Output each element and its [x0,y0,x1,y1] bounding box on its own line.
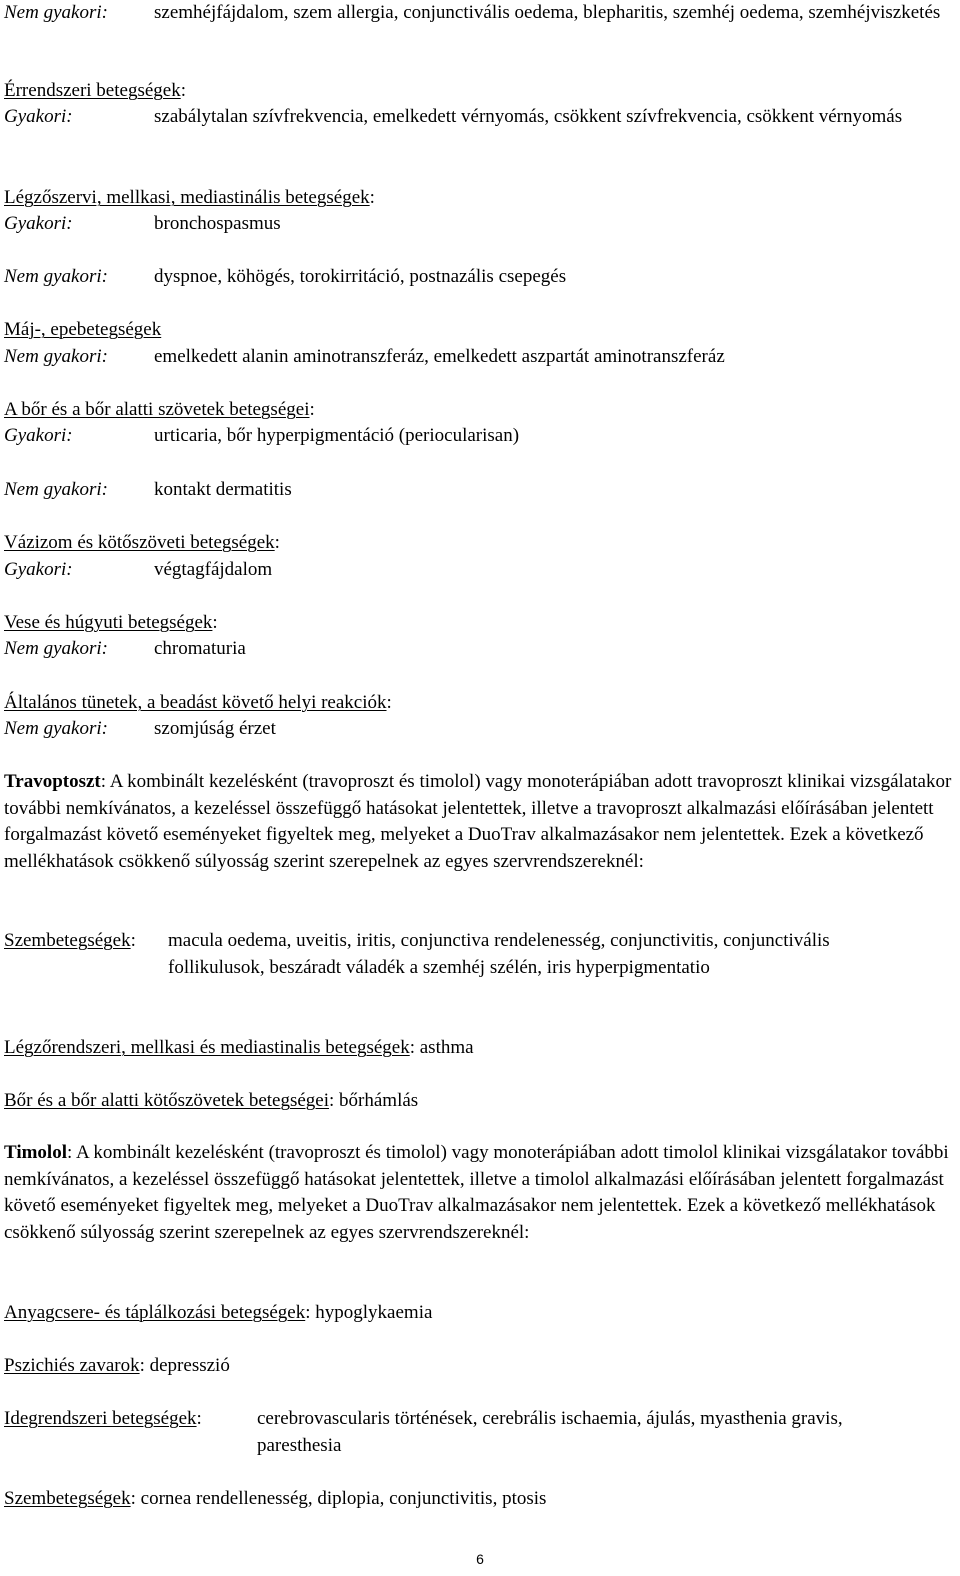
entry-text: bronchospasmus [154,213,281,234]
frequency-label: Nem gyakori: [4,638,108,659]
frequency-label: Nem gyakori: [4,2,108,23]
frequency-label: Gyakori: [4,213,73,234]
timolol-entry-metabolism: Anyagcsere- és táplálkozási betegségek: hypoglykaemia [4,1302,433,1323]
entry-text: szomjúság érzet [154,718,276,739]
frequency-label: Gyakori: [4,425,73,446]
frequency-label: Nem gyakori: [4,266,108,287]
entry-text: urticaria, bőr hyperpigmentáció (periocularisan) [154,425,520,446]
frequency-label: Nem gyakori: [4,479,108,500]
entry-text: kontakt dermatitis [154,479,292,500]
travoprost-paragraph [4,769,952,875]
frequency-label: Gyakori: [4,106,73,127]
page-number: 6 [476,1551,484,1567]
travoprost-title: Travoptoszt [4,771,101,792]
section-heading: Vázizom és kötőszöveti betegségek: [4,532,280,553]
frequency-label: Gyakori: [4,559,73,580]
travoprost-entry-respiratory: Légzőrendszeri, mellkasi és mediastinalis betegségek: asthma [4,1037,474,1058]
travoprost-entry-skin: Bőr és a bőr alatti kötőszövetek betegségei: bőrhámlás [4,1090,419,1111]
entry-text: macula oedema, uveitis, iritis, conjunctiva rendelenesség, conjunctivitis, conjunctivális follikulusok, beszáradt váladék a szemhéj szélén, iris hyperpigmentatio [168,930,830,978]
frequency-label: Nem gyakori: [4,346,108,367]
entry-text: dyspnoe, köhögés, torokirritáció, postnazális csepegés [154,266,567,287]
entry-text: emelkedett alanin aminotranszferáz, emelkedett aszpartát aminotranszferáz [154,346,725,367]
section-heading: Máj-, epebetegségek [4,319,162,340]
entry-text: szemhéjfájdalom, szem allergia, conjunctivális oedema, blepharitis, szemhéj oedema, szemhéjviszketés [154,2,941,23]
section-heading: Általános tünetek, a beadást követő helyi reakciók: [4,692,392,713]
timolol-text: : A kombinált kezelésként (travoproszt és timolol) vagy monoterápiában adott timolol klinikai vizsgálatakor további nemkívánatos, a kezeléssel összefüggő hatásokat jelentettek, illetve a timolol alkalmazási előírásában jelentett forgalmazást követő eseményeket figyeltek meg, melyeket a DuoTrav alkalmazásakor nem jelentettek. Ezek a következő mellékhatások csökkenő súlyosság szerint szerepelnek az egyes szervrendszereknél: [4,1142,949,1243]
entry-text: chromaturia [154,638,246,659]
frequency-label: Nem gyakori: [4,718,108,739]
entry-text: cerebrovascularis történések, cerebrális ischaemia, ájulás, myasthenia gravis, paresthesia [257,1408,843,1456]
section-heading: Légzőszervi, mellkasi, mediastinális betegségek: [4,187,375,208]
timolol-title: Timolol [4,1142,67,1163]
section-heading: Érrendszeri betegségek: [4,80,186,101]
entry-text: szabálytalan szívfrekvencia, emelkedett vérnyomás, csökkent szívfrekvencia, csökkent vérnyomás [154,106,903,127]
travoprost-text: : A kombinált kezelésként (travoproszt és timolol) vagy monoterápiában adott travoproszt klinikai vizsgálatakor további nemkívánatos, a kezeléssel összefüggő hatásokat jelentettek, illetve a travoproszt alkalmazási előírásában jelentett forgalmazást követő eseményeket figyeltek meg, melyeket a DuoTrav alkalmazásakor nem jelentettek. Ezek a következő mellékhatások csökkenő súlyosság szerint szerepelnek az egyes szervrendszereknél: [4,771,952,872]
entry-text: végtagfájdalom [154,559,273,580]
timolol-entry-eye: Szembetegségek: cornea rendellenesség, diplopia, conjunctivitis, ptosis [4,1488,547,1509]
timolol-entry-psychiatric: Pszichiés zavarok: depresszió [4,1355,230,1376]
timolol-paragraph [4,1140,952,1246]
section-heading: A bőr és a bőr alatti szövetek betegségei: [4,399,315,420]
section-heading: Vese és húgyuti betegségek: [4,612,218,633]
